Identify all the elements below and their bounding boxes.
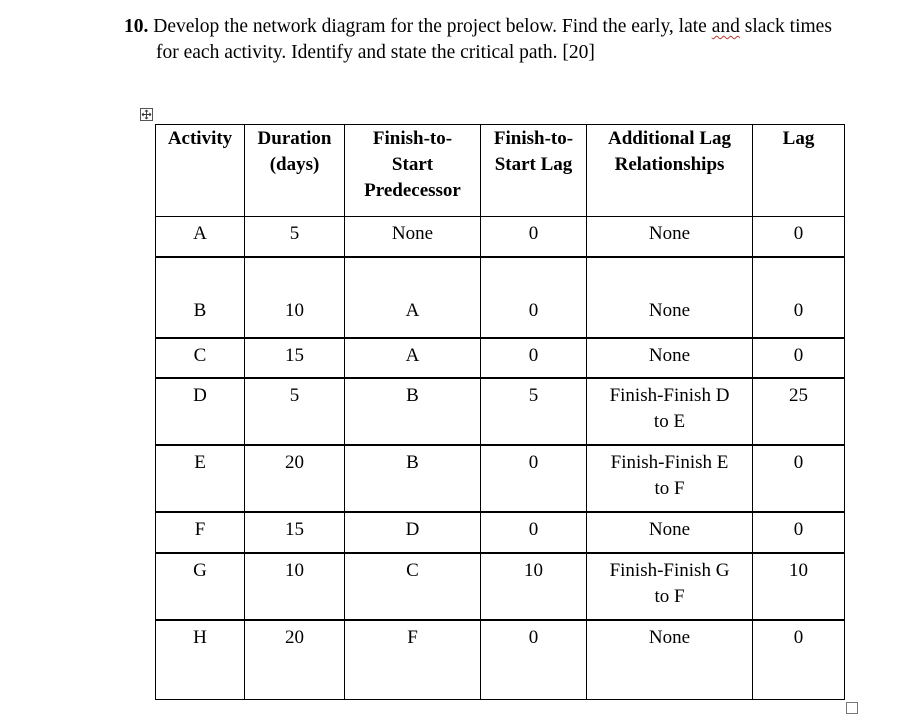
- cell-fs-lag: 5: [481, 378, 587, 445]
- table-row: [156, 553, 845, 620]
- cell-fs-lag: 0: [481, 445, 587, 512]
- cell-activity: H: [156, 620, 245, 700]
- cell-additional-lag: None: [587, 512, 753, 553]
- cell-duration: 5: [245, 378, 345, 445]
- cell-fs-lag: 0: [481, 217, 587, 257]
- move-arrows-icon: [141, 109, 152, 120]
- activity-table: [155, 124, 845, 700]
- cell-fs-lag: 0: [481, 338, 587, 378]
- cell-duration: 10: [245, 553, 345, 620]
- cell-fs-lag: 10: [481, 553, 587, 620]
- header-fs-lag: Finish-to- Start Lag: [481, 125, 587, 217]
- cell-duration: 15: [245, 512, 345, 553]
- cell-predecessor: B: [345, 378, 481, 445]
- cell-additional-lag: None: [587, 217, 753, 257]
- header-predecessor: Finish-to- Start Predecessor: [345, 125, 481, 217]
- cell-additional-lag: None: [587, 257, 753, 338]
- cell-activity: D: [156, 378, 245, 445]
- cell-lag: 0: [753, 217, 845, 257]
- cell-activity: G: [156, 553, 245, 620]
- cell-additional-lag: Finish-Finish E to F: [587, 445, 753, 512]
- cell-predecessor: None: [345, 217, 481, 257]
- table-row: [156, 338, 845, 378]
- cell-duration: 10: [245, 257, 345, 338]
- header-activity: Activity: [156, 125, 245, 217]
- cell-fs-lag: 0: [481, 257, 587, 338]
- cell-additional-lag: Finish-Finish G to F: [587, 553, 753, 620]
- table-row: [156, 257, 845, 338]
- cell-activity: E: [156, 445, 245, 512]
- question-line1-part2: slack times: [739, 16, 832, 37]
- cell-activity: C: [156, 338, 245, 378]
- cell-lag: 0: [753, 620, 845, 700]
- cell-activity: B: [156, 257, 245, 338]
- table-row: [156, 445, 845, 512]
- question-text: [124, 14, 894, 66]
- cell-duration: 15: [245, 338, 345, 378]
- cell-additional-lag: None: [587, 620, 753, 700]
- cell-activity: A: [156, 217, 245, 257]
- cell-duration: 5: [245, 217, 345, 257]
- cell-predecessor: C: [345, 553, 481, 620]
- header-duration: Duration (days): [245, 125, 345, 217]
- cell-lag: 0: [753, 512, 845, 553]
- header-additional-lag: Additional Lag Relationships: [587, 125, 753, 217]
- cell-predecessor: A: [345, 338, 481, 378]
- cell-predecessor: B: [345, 445, 481, 512]
- cell-lag: 25: [753, 378, 845, 445]
- cell-lag: 10: [753, 553, 845, 620]
- cell-lag: 0: [753, 445, 845, 512]
- header-lag: Lag: [753, 125, 845, 217]
- question-line1-part1: Develop the network diagram for the project below. Find the early, late: [148, 16, 712, 37]
- cell-duration: 20: [245, 620, 345, 700]
- cell-predecessor: F: [345, 620, 481, 700]
- question-line2: for each activity. Identify and state the critical path. [20]: [156, 42, 595, 63]
- question-number: 10.: [124, 16, 149, 37]
- table-row: [156, 620, 845, 700]
- table-row: [156, 378, 845, 445]
- table-resize-handle[interactable]: [846, 702, 858, 714]
- cell-fs-lag: 0: [481, 512, 587, 553]
- table-row: [156, 512, 845, 553]
- table-row: [156, 217, 845, 257]
- cell-duration: 20: [245, 445, 345, 512]
- cell-predecessor: D: [345, 512, 481, 553]
- cell-lag: 0: [753, 338, 845, 378]
- cell-additional-lag: None: [587, 338, 753, 378]
- cell-activity: F: [156, 512, 245, 553]
- cell-predecessor: A: [345, 257, 481, 338]
- table-header-row: [156, 125, 845, 217]
- spellcheck-word: and: [711, 16, 740, 37]
- cell-additional-lag: Finish-Finish D to E: [587, 378, 753, 445]
- table-move-handle[interactable]: [140, 108, 153, 121]
- cell-fs-lag: 0: [481, 620, 587, 700]
- cell-lag: 0: [753, 257, 845, 338]
